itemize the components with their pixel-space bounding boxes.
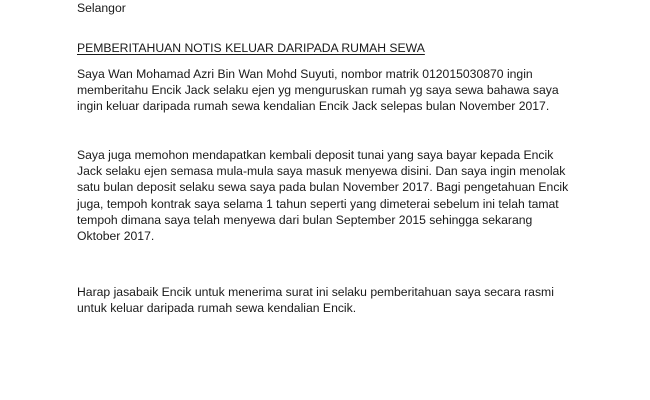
paragraph-line: Saya juga memohon mendapatkan kembali deposit tunai yang saya bayar kepada Encik: [77, 148, 554, 162]
paragraph-2: [77, 147, 568, 244]
paragraph-1: [77, 66, 559, 115]
paragraph-line: Jack selaku ejen semasa mula-mula saya masuk menyewa disini. Dan saya ingin menolak: [77, 164, 566, 179]
letter-subject: [77, 40, 425, 56]
paragraph-line: memberitahu Encik Jack selaku ejen yg menguruskan rumah yg saya sewa bahawa saya: [77, 83, 559, 98]
paragraph-line: tempoh dimana saya telah menyewa dari bulan September 2015 sehingga sekarang: [77, 212, 533, 227]
paragraph-line: satu bulan deposit selaku sewa saya pada bulan November 2017. Bagi pengetahuan Encik: [77, 180, 569, 195]
paragraph-line: Harap jasabaik Encik untuk menerima surat ini selaku pemberitahuan saya secara rasmi: [77, 285, 554, 299]
address-text: Selangor: [77, 1, 126, 15]
paragraph-line: Oktober 2017.: [77, 229, 155, 244]
paragraph-line: untuk keluar daripada rumah sewa kendalian Encik.: [77, 301, 357, 316]
address-line: [77, 0, 126, 16]
paragraph-line: Saya Wan Mohamad Azri Bin Wan Mohd Suyuti, nombor matrik 012015030870 ingin: [77, 67, 533, 81]
paragraph-line: ingin keluar daripada rumah sewa kendalian Encik Jack selepas bulan November 2017.: [77, 99, 550, 114]
subject-text: PEMBERITAHUAN NOTIS KELUAR DARIPADA RUMAH SEWA: [77, 41, 425, 55]
paragraph-line: juga, tempoh kontrak saya selama 1 tahun seperti yang dimeterai sebelum ini telah tamat: [77, 196, 559, 211]
paragraph-3: [77, 284, 554, 316]
